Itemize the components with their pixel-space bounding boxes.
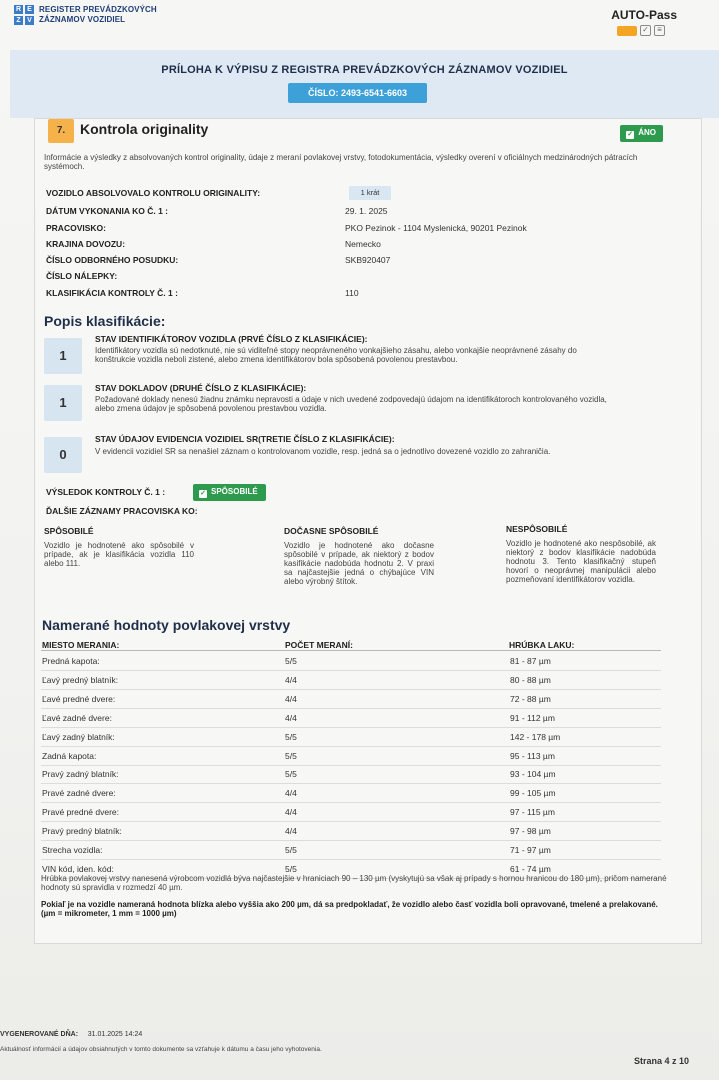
popis-item-text: Požadované doklady nenesú žiadnu známku nepravosti a údaje v nich uvedené zodpovedajú údajom na identifikátoroch kontrolovaného vozidla, alebo zmena údajov je spôsobená povolenou prestavbou vozidla.: [95, 395, 607, 413]
table-row: [41, 785, 661, 803]
hrubka-cell: 93 - 104 µm: [510, 769, 556, 780]
table-row: [41, 672, 661, 690]
score-box: 0: [44, 437, 82, 473]
register-logo: [14, 5, 157, 25]
score-box: 1: [44, 385, 82, 421]
col-title-nesposobile: NESPÔSOBILÉ: [506, 524, 568, 534]
score-box: 1: [44, 338, 82, 374]
hrubka-cell: 81 - 87 µm: [510, 656, 551, 666]
page-title: PRÍLOHA K VÝPISU Z REGISTRA PREVÁDZKOVÝCH ZÁZNAMOV VOZIDIEL: [161, 64, 568, 76]
posudok-value: SKB920407: [345, 255, 391, 265]
logo-letter: Z: [14, 16, 23, 25]
logo-letter: R: [15, 6, 22, 13]
absolvovalo-value: 1 krát: [349, 186, 391, 200]
krajina-label: KRAJINA DOVOZU:: [46, 239, 126, 249]
vysledok-label: VÝSLEDOK KONTROLY Č. 1 :: [46, 487, 166, 497]
pocet-cell: 5/5: [285, 863, 297, 874]
pocet-cell: 4/4: [285, 693, 297, 704]
table-header-divider: [41, 650, 661, 651]
hrubka-cell: 142 - 178 µm: [510, 731, 561, 742]
miesto-cell: Pravé zadné dvere:: [42, 788, 116, 799]
brand-icons: [617, 25, 665, 36]
pracovisko-label: PRACOVISKO:: [46, 223, 106, 233]
miesto-cell: Pravé predné dvere:: [42, 807, 120, 818]
klasifikacia-value: 110: [345, 288, 359, 298]
pocet-cell: 4/4: [285, 788, 297, 799]
table-row: [41, 842, 661, 860]
check-box-icon: ✓: [640, 25, 651, 36]
popis-item-title: STAV IDENTIFIKÁTOROV VOZIDLA (PRVÉ ČÍSLO Z KLASIFIKÁCIE):: [95, 334, 368, 344]
datum-label: DÁTUM VYKONANIA KO Č. 1 :: [46, 206, 168, 216]
klasifikacia-label: KLASIFIKÁCIA KONTROLY Č. 1 :: [46, 288, 178, 298]
pocet-cell: 5/5: [285, 731, 297, 742]
col-header-miesto: MIESTO MERANIA:: [42, 640, 120, 650]
thickness-warning: Pokiaľ je na vozidle nameraná hodnota blízka alebo vyššia ako 200 µm, dá sa predpokladať, že vozidlo alebo časť vozidla boli opravované, tmelené a prelakované. (µm = mikrometer, 1 mm = 1000 µm): [41, 900, 658, 918]
result-badge: [193, 484, 266, 501]
col-text-sposobile: Vozidlo je hodnotené ako spôsobilé v prípade, ak je klasifikácia vozidla 110 alebo 111.: [44, 541, 194, 568]
section-intro: Informácie a výsledky z absolvovaných kontrol originality, údaje z meraní povlakovej vrstvy, fotodokumentácia, výsledky overení v oficiálnych medzinárodných pátracích systémoch.: [44, 153, 638, 171]
col-text-docasne: Vozidlo je hodnotené ako dočasne spôsobilé v prípade, ak niektorý z bodov kasifikácie nadobúda hodnotu 2. V praxi sa najčastejšie jedná o chýbajúce VIN alebo výrobný štítok.: [284, 541, 434, 586]
title-banner: [10, 50, 719, 118]
miesto-cell: Ľavý predný blatník:: [42, 674, 119, 685]
absolvovalo-label: VOZIDLO ABSOLVOVALO KONTROLU ORIGINALITY:: [46, 188, 261, 198]
miesto-cell: Pravý zadný blatník:: [42, 769, 119, 780]
miesto-cell: Predná kapota:: [42, 656, 100, 666]
datum-value: 29. 1. 2025: [345, 206, 388, 216]
miesto-cell: Ľavý zadný blatník:: [42, 731, 115, 742]
pocet-cell: 5/5: [285, 750, 297, 761]
pocet-cell: 4/4: [285, 712, 297, 723]
hrubka-cell: 97 - 115 µm: [510, 807, 555, 818]
pocet-cell: 5/5: [285, 656, 297, 666]
pracovisko-value: PKO Pezinok - 1104 Myslenická, 90201 Pezinok: [345, 223, 527, 233]
dalsie-zaznamy-label: ĎALŠIE ZÁZNAMY PRACOVISKA KO:: [46, 506, 198, 516]
logo-letter: E: [25, 5, 34, 14]
document-number-badge: ČÍSLO: 2493-6541-6603: [288, 83, 427, 103]
col-header-hrubka: HRÚBKA LAKU:: [509, 640, 575, 650]
table-row: [41, 804, 661, 822]
hrubka-cell: 97 - 98 µm: [510, 826, 551, 837]
hrubka-cell: 99 - 105 µm: [510, 788, 556, 799]
status-badge: [620, 125, 663, 142]
miesto-cell: Strecha vozidla:: [42, 845, 103, 855]
check-icon: ✓: [627, 131, 634, 138]
section-card: [34, 118, 702, 944]
result-label: SPÔSOBILÉ: [211, 487, 258, 496]
pocet-cell: 4/4: [285, 826, 297, 837]
logo-line-2: ZÁZNAMOV VOZIDIEL: [39, 15, 126, 24]
aktualnost-note: Aktuálnosť informácií a údajov obsiahnutých v tomto dokumente sa vzťahuje k dátumu a času jeho vyhotovenia.: [0, 1046, 322, 1053]
check-icon: ✓: [200, 490, 206, 497]
miesto-cell: Pravý predný blatník:: [42, 826, 122, 837]
page-header: [0, 0, 719, 48]
table-row: [41, 823, 661, 841]
pocet-cell: 4/4: [285, 674, 297, 685]
popis-item-title: STAV ÚDAJOV EVIDENCIA VOZIDIEL SR(TRETIE ČÍSLO Z KLASIFIKÁCIE):: [95, 434, 395, 444]
table-row: [41, 653, 661, 671]
section-title: Kontrola originality: [80, 121, 209, 137]
popis-item-text: V evidencii vozidiel SR sa nenašiel záznam o kontrolovanom vozidle, resp. jedná sa o jednotlivo dovezené vozidlo zo zahraničia.: [95, 447, 551, 456]
hrubka-cell: 61 - 74 µm: [510, 863, 551, 874]
hrubka-cell: 71 - 97 µm: [510, 845, 551, 855]
table-row: [41, 748, 661, 766]
hrubka-cell: 91 - 112 µm: [510, 712, 555, 723]
col-title-docasne: DOČASNE SPÔSOBILÉ: [284, 526, 379, 536]
miesto-cell: Ľavé predné dvere:: [42, 693, 116, 704]
popis-item-text: Identifikátory vozidla sú nedotknuté, nie sú viditeľné stopy neoprávneného vonkajšieho zásahu, alebo vonkajšie neoprávnené zásahy do konštrukcie vozidla neboli zistené, alebo zmena identifikátorov bola spôsobená povolenou prestavbou.: [95, 346, 577, 364]
thickness-note: Hrúbka povlakovej vrstvy nanesená výrobcom vozidlá býva najčastejšie v hraniciach 90 – 130 µm (vyskytujú sa však aj prípady s hornou hranicou do 180 µm), pričom namerané hodnoty sú spravidla v rozmedzí 40 µm.: [41, 874, 667, 892]
brand-name: AUTO-Pass: [611, 8, 677, 22]
miesto-cell: Zadná kapota:: [42, 750, 97, 761]
section-number: 7.: [48, 119, 74, 143]
generated-info: [0, 1031, 142, 1038]
pocet-cell: 4/4: [285, 807, 297, 818]
posudok-label: ČÍSLO ODBORNÉHO POSUDKU:: [46, 255, 179, 265]
krajina-value: Nemecko: [345, 239, 381, 249]
pocet-cell: 5/5: [285, 845, 297, 855]
popis-title: Popis klasifikácie:: [44, 313, 166, 329]
table-row: [41, 691, 661, 709]
table-row: [41, 710, 661, 728]
col-title-sposobile: SPÔSOBILÉ: [44, 526, 94, 536]
page-number: Strana 4 z 10: [633, 1056, 689, 1066]
logo-icon: [14, 5, 34, 25]
logo-text: [39, 5, 157, 25]
miesto-cell: Ľavé zadné dvere:: [42, 712, 112, 723]
generated-label: VYGENEROVANÉ DŇA:: [0, 1031, 79, 1038]
hrubka-cell: 72 - 88 µm: [510, 693, 551, 704]
table-row: [41, 766, 661, 784]
status-label: ÁNO: [638, 128, 656, 137]
col-header-pocet: POČET MERANÍ:: [285, 640, 353, 650]
hrubka-cell: 80 - 88 µm: [510, 674, 551, 685]
col-text-nesposobile: Vozidlo je hodnotené ako nespôsobilé, ak niektorý z bodov klasifikácie nadobúda hodnotu 3. Tento klasifikačný stupeň hovorí o neoprávnej manipulácii alebo pozmeňovaní identifikátorov vozidla.: [506, 539, 656, 584]
popis-item-title: STAV DOKLADOV (DRUHÉ ČÍSLO Z KLASIFIKÁCIE):: [95, 383, 307, 393]
logo-letter: V: [25, 16, 34, 25]
document-icon: ≡: [654, 25, 665, 36]
merania-title: Namerané hodnoty povlakovej vrstvy: [42, 617, 291, 633]
miesto-cell: VIN kód, iden. kód:: [42, 863, 114, 874]
hrubka-cell: 95 - 113 µm: [510, 750, 555, 761]
table-row: [41, 729, 661, 747]
logo-line-1: REGISTER PREVÁDZKOVÝCH: [39, 5, 157, 14]
nalepka-label: ČÍSLO NÁLEPKY:: [46, 271, 118, 281]
arrow-icon: [617, 26, 637, 36]
generated-value: 31.01.2025 14:24: [87, 1031, 143, 1038]
pocet-cell: 5/5: [285, 769, 297, 780]
